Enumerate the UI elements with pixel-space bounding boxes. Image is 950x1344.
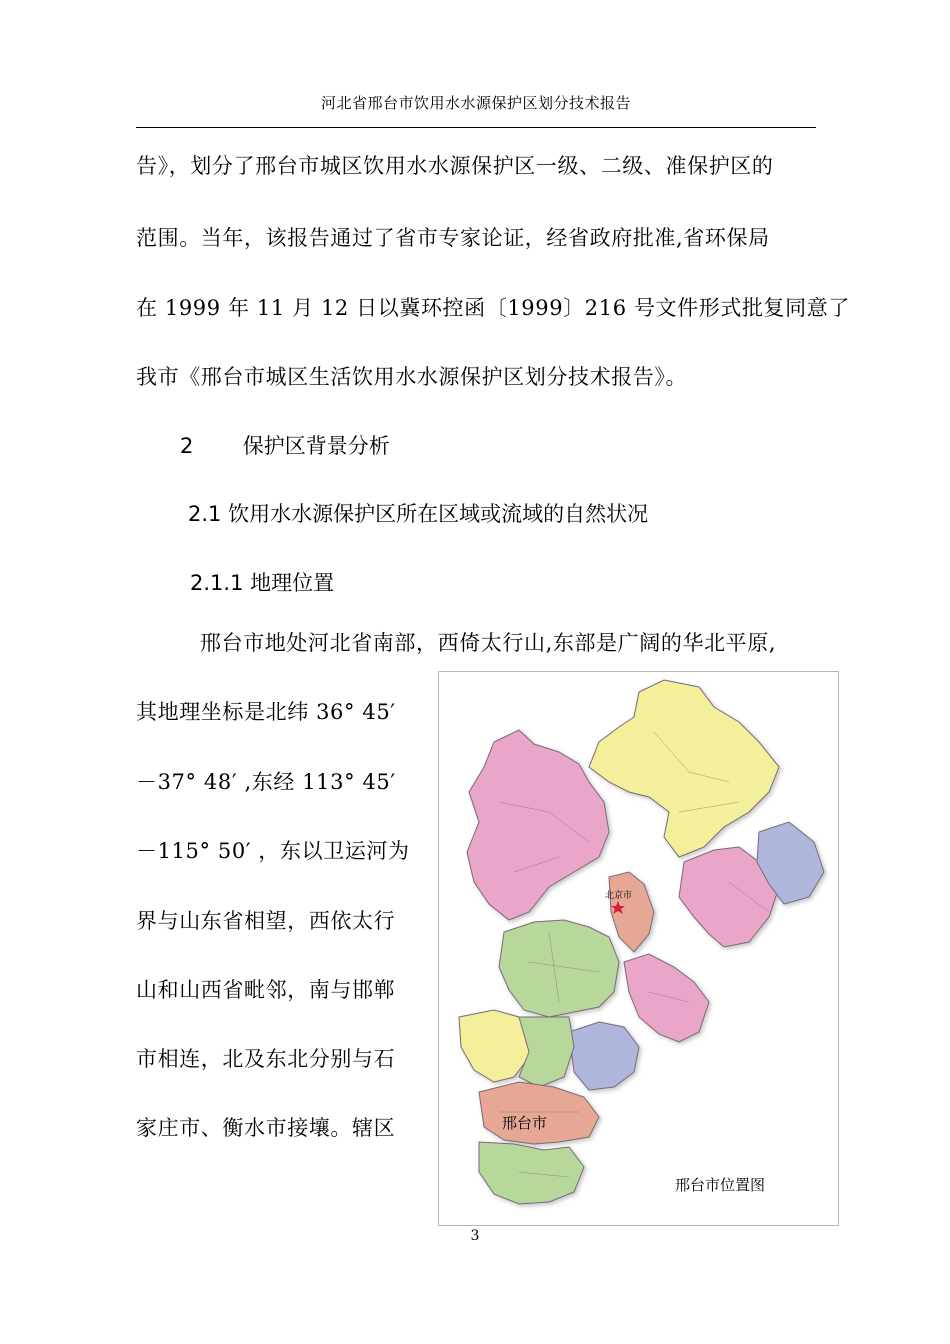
geo-line-1: 其地理坐标是北纬 36° 45′ (136, 700, 396, 724)
geo-line-7: 家庄市、衡水市接壤。辖区 (136, 1116, 396, 1140)
section-title: 保护区背景分析 (242, 434, 390, 458)
map-region-chengde (589, 680, 779, 857)
hebei-map-graphic (439, 672, 838, 1225)
page-number: 3 (470, 1228, 480, 1244)
geo-line-2: －37° 48′ ,东经 113° 45′ (136, 770, 396, 794)
subsection-heading: 2.1 饮用水水源保护区所在区域或流域的自然状况 (188, 502, 649, 526)
geo-intro-line: 邢台市地处河北省南部，西倚太行山,东部是广阔的华北平原, (200, 631, 777, 655)
body-line-1: 告》，划分了邢台市城区饮用水水源保护区一级、二级、准保护区的 (136, 154, 774, 178)
geo-line-3: －115° 50′ ，东以卫运河为 (136, 839, 410, 863)
running-header: 河北省邢台市饮用水水源保护区划分技术报告 (320, 94, 631, 112)
map-region-tianjin-cangzhou (624, 954, 709, 1042)
map-highlight-label: 邢台市 (502, 1114, 548, 1132)
body-line-2: 范围。当年，该报告通过了省市专家论证，经省政府批准,省环保局 (136, 226, 770, 250)
geo-line-5: 山和山西省毗邻，南与邯郸 (136, 978, 396, 1002)
map-caption: 邢台市位置图 (675, 1176, 766, 1194)
header-rule (136, 127, 816, 128)
geo-line-4: 界与山东省相望，西依太行 (136, 909, 396, 933)
map-region-hengshui (569, 1022, 639, 1090)
map-region-zhangjiakou (467, 730, 609, 920)
body-line-3: 在 1999 年 11 月 12 日以冀环控函〔1999〕216 号文件形式批复同意了 (136, 296, 850, 320)
subsubsection-heading: 2.1.1 地理位置 (190, 571, 335, 595)
location-map (438, 671, 839, 1226)
map-capital-label: 北京市 (605, 891, 633, 901)
geo-line-6: 市相连，北及东北分别与石 (136, 1047, 396, 1071)
map-region-baoding (499, 920, 619, 1017)
body-line-4: 我市《邢台市城区生活饮用水水源保护区划分技术报告》。 (136, 365, 688, 389)
section-number: 2 (180, 434, 194, 458)
section-heading (180, 430, 390, 460)
